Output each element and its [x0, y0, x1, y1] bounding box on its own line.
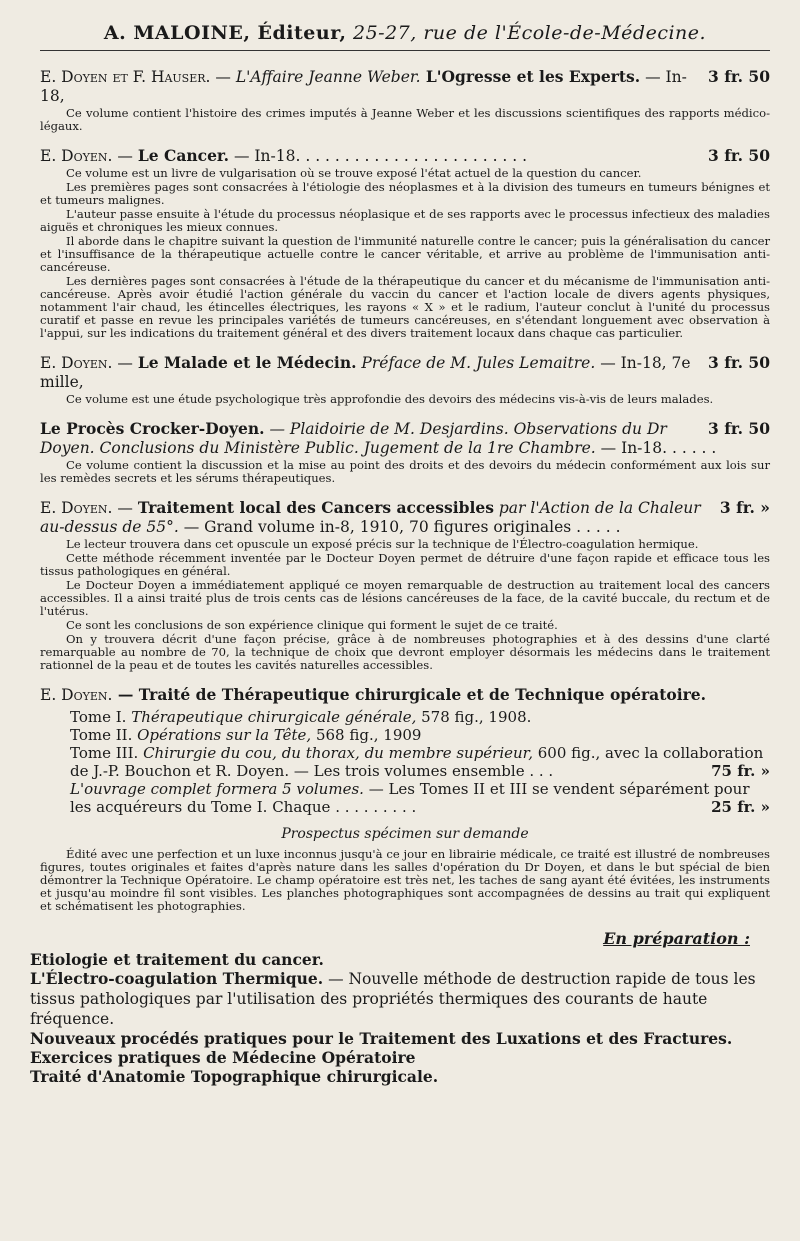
entry-description: L'auteur passe ensuite à l'étude du processus néoplasique et de ses rapports avec le processus infectieux des maladies aiguës et chroniques les mieux connues. [40, 207, 770, 234]
preparation-item: Etiologie et traitement du cancer. [30, 950, 324, 969]
entry-description: Cette méthode récemment inventée par le Docteur Doyen permet de détruire d'une façon rapide et efficace tous les tissus pathologiques en général. [40, 551, 770, 578]
entry-title [40, 146, 770, 166]
entry-author: E. Doyen. [40, 354, 113, 372]
publisher-name: A. MALOINE, Éditeur, [103, 22, 347, 44]
tome-3-price: 75 fr. » [711, 762, 770, 780]
catalog-entry [40, 353, 770, 406]
entry-book-title: — Traité de Thérapeutique chirurgicale et de Technique opératoire. [112, 685, 707, 704]
entry-format: — Grand volume in-8, 1910, 70 figures originales . . . . . [178, 518, 621, 536]
entry-description: On y trouvera décrit d'une façon précise, grâce à de nombreuses photographies et à des dessins d'une clarté remarquable au nombre de 70, la technique de choix que devront employer désormais les médecins dans le traitement rationnel de la peau et de toutes les cavités naturelles accessibles. [40, 632, 770, 672]
entry-book-title: Traitement local des Cancers accessibles [137, 498, 494, 517]
complete-set-price: 25 fr. » [711, 798, 770, 816]
tome-3: Tome III. Chirurgie du cou, du thorax, du membre supérieur, 600 fig., avec la collaboration de J.-P. Bouchon et R. Doyen. — Les trois volumes ensemble . . . 75 fr. » [70, 744, 770, 780]
preparation-heading: En préparation : [603, 929, 750, 948]
entry-format: — In-18. . . . . . [595, 439, 717, 457]
preparation-item: Nouveaux procédés pratiques pour le Traitement des Luxations et des Fractures. [30, 1029, 733, 1048]
entry-description: Le lecteur trouvera dans cet opuscule un exposé précis sur la technique de l'Électro-coagulation hermique. [66, 537, 699, 551]
entry-author: E. Doyen et F. Hauser. [40, 68, 211, 86]
entry-price: 3 fr. 50 [708, 419, 770, 438]
entry-description: Le Docteur Doyen a immédiatement appliqué ce moyen remarquable de destruction au traitement local des cancers accessibles. Il a ainsi traité plus de trois cents cas de lésions cancéreuses de la face, de la cavité buccale, du rectum et de l'utérus. [40, 578, 770, 618]
entry-description: Ce volume contient la discussion et la mise au point des droits et des devoirs du médecin conformément aux lois sur les remèdes secrets et les sérums thérapeutiques. [40, 458, 770, 485]
prospectus-note: Prospectus spécimen sur demande [281, 826, 529, 842]
catalog-entry [40, 498, 770, 672]
entry-book-subtitle: L'Affaire Jeanne Weber. [235, 68, 421, 86]
entry-format: — In-18. . . . . . . . . . . . . . . . . . . . . . . . [229, 147, 528, 165]
traite-description: Édité avec une perfection et un luxe inconnus jusqu'à ce jour en librairie médicale, ce traité est illustré de nombreuses figures, toutes originales et faites d'après nature dans les salles d'opération du Dr Doyen, et dans le but spécial de bien démontrer la Technique Opératoire. Le champ opératoire est très net, les taches de sang ayant été évitées, les instruments et jusqu'au moindre fil sont visibles. Les planches photographiques sont accompagnées de dessins au trait qui expliquent et schématisent les photographies. [40, 847, 770, 913]
complete-set: L'ouvrage complet formera 5 volumes. — Les Tomes II et III se vendent séparément pour les acquéreurs du Tome I. Chaque . . . . . . . . . 25 fr. » [70, 780, 770, 816]
entry-price: 3 fr. 50 [708, 67, 770, 86]
entry-description: Ce sont les conclusions de son expérience clinique qui forment le sujet de ce traité. [66, 618, 558, 632]
tome-1: Tome I. Thérapeutique chirurgicale générale, 578 fig., 1908. [70, 708, 532, 726]
entry-separator: — [112, 499, 138, 517]
entry-price: 3 fr. 50 [708, 353, 770, 372]
entry-title [40, 353, 770, 392]
entry-author: E. Doyen. [40, 147, 113, 165]
preparation-list [30, 950, 770, 1086]
header-rule [40, 50, 770, 51]
entry-author: E. Doyen. [40, 499, 113, 517]
entry-price: 3 fr. » [719, 498, 770, 517]
entry-book-title: Le Procès Crocker-Doyen. [40, 419, 265, 438]
catalog-entry [40, 419, 770, 485]
entry-description: Les premières pages sont consacrées à l'étiologie des néoplasmes et à la division des tumeurs en tumeurs bénignes et et tumeurs malignes. [40, 180, 770, 207]
entry-book-subtitle: Préface de M. Jules Lemaitre. [356, 354, 596, 372]
entry-book-title: L'Ogresse et les Experts. [420, 67, 641, 86]
entry-book-title: Le Cancer. [137, 146, 230, 165]
publisher-address: 25-27, rue de l'École-de-Médecine. [353, 22, 707, 44]
page-header [40, 22, 770, 44]
entry-separator: — [112, 354, 138, 372]
tome-list [70, 708, 770, 816]
entry-author: E. Doyen. [40, 686, 113, 704]
entry-title [40, 498, 770, 537]
tome-2: Tome II. Opérations sur la Tête, 568 fig., 1909 [70, 726, 422, 744]
entry-title [40, 419, 770, 458]
entry-separator: — [210, 68, 236, 86]
entry-book-subtitle: par l'Action de la Chaleur au-dessus de 55°. [40, 499, 701, 536]
catalog-entries [40, 67, 770, 672]
catalog-entry-traite [40, 685, 770, 913]
preparation-item: Exercices pratiques de Médecine Opératoire [30, 1048, 416, 1067]
entry-format: — In-18, 7e mille, [40, 354, 691, 391]
entry-title [40, 685, 770, 705]
entry-price: 3 fr. 50 [708, 146, 770, 165]
catalog-entry [40, 67, 770, 133]
entry-book-title: Le Malade et le Médecin. [137, 353, 357, 372]
catalog-entry [40, 146, 770, 340]
entry-description: Ce volume est une étude psychologique très approfondie des devoirs des médecins vis-à-vis de leurs malades. [66, 392, 714, 406]
entry-description: Il aborde dans le chapitre suivant la question de l'immunité naturelle contre le cancer; puis la généralisation du cancer et l'insuffisance de la thérapeutique actuelle contre le cancer véritable, et arrive au problème de l'immunisation anti-cancéreuse. [40, 234, 770, 274]
entry-description: Ce volume est un livre de vulgarisation où se trouve exposé l'état actuel de la question du cancer. [66, 166, 642, 180]
entry-book-subtitle: — Plaidoirie de M. Desjardins. Observations du Dr Doyen. Conclusions du Ministère Public. Jugement de la 1re Chambre. [40, 420, 667, 457]
entry-title [40, 67, 770, 106]
entry-separator: — [112, 147, 138, 165]
entry-description: Ce volume contient l'histoire des crimes imputés à Jeanne Weber et les discussions scientifiques des rapports médico-légaux. [40, 106, 770, 133]
preparation-item: L'Électro-coagulation Thermique. — Nouvelle méthode de destruction rapide de tous les tissus pathologiques par l'utilisation des propriétés thermiques des courants de haute fréquence. [30, 969, 756, 1028]
entry-format: — In-18, [40, 68, 687, 105]
entry-description: Les dernières pages sont consacrées à l'étude de la thérapeutique du cancer et du mécanisme de l'immunisation anti-cancéreuse. Après avoir étudié l'action générale du vaccin du cancer et l'action locale de divers agents physiques, notamment l'air chaud, les étincelles électriques, les rayons « X » et le radium, l'auteur conclut à l'unité du processus curatif et passe en revue les principales variétés de tumeurs cancéreuses, en s'étendant longuement avec observation à l'appui, sur les indications du traitement général et des divers traitement locaux dans chaque cas particulier. [40, 274, 770, 340]
preparation-item: Traité d'Anatomie Topographique chirurgicale. [30, 1067, 439, 1086]
